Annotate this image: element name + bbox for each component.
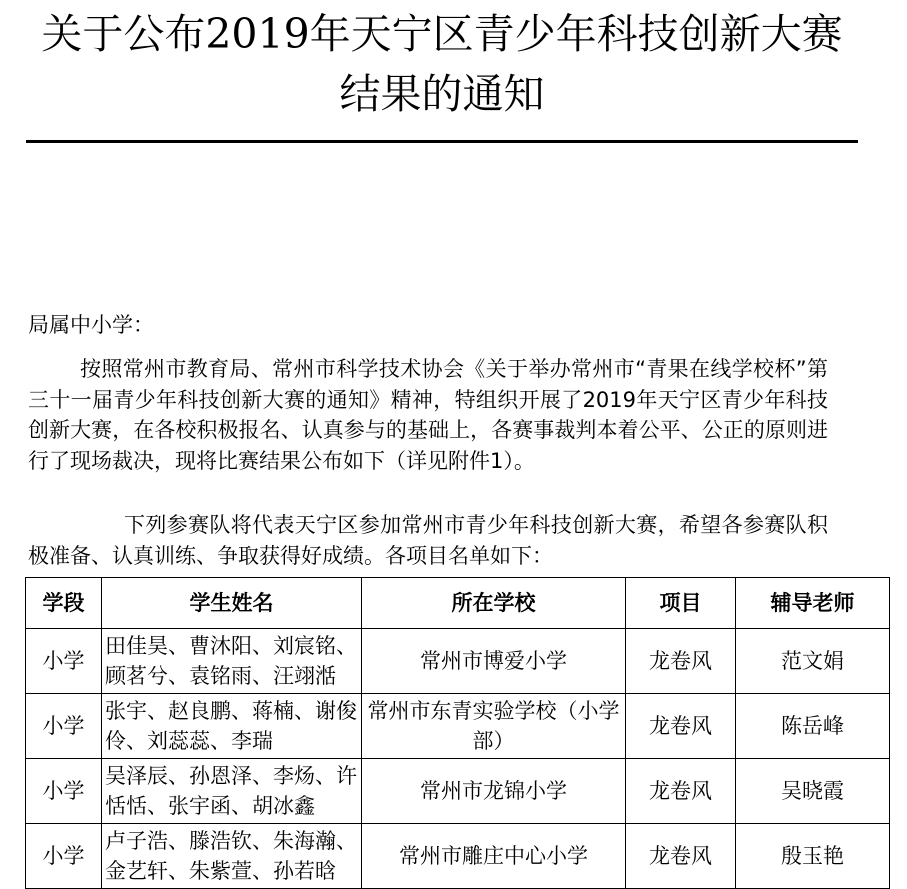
table-row (26, 824, 890, 889)
cell-students: 田佳昊、曹沐阳、刘宸铭、顾茗兮、袁铭雨、汪翊湉 (102, 629, 362, 694)
cell-teacher: 吴晓霞 (736, 759, 890, 824)
table-row (26, 694, 890, 759)
cell-teacher: 范文娟 (736, 629, 890, 694)
cell-project: 龙卷风 (626, 629, 736, 694)
table-header-row (26, 578, 890, 629)
cell-school: 常州市雕庄中心小学 (362, 824, 626, 889)
title-divider (26, 140, 858, 143)
results-table (25, 577, 890, 889)
cell-students: 张宇、赵良鹏、蒋楠、谢俊伶、刘蕊蕊、李瑞 (102, 694, 362, 759)
cell-level: 小学 (26, 694, 102, 759)
document-title: 关于公布2019年天宁区青少年科技创新大赛结果的通知 (41, 10, 843, 118)
header-teacher: 辅导老师 (736, 578, 890, 629)
body-paragraph-1: 按照常州市教育局、常州市科学技术协会《关于举办常州市“青果在线学校杯”第三十一届青少年科技创新大赛的通知》精神，特组织开展了2019年天宁区青少年科技创新大赛，在各校积极报名、认真参与的基础上，各赛事裁判本着公平、公正的原则进行了现场裁决，现将比赛结果公布如下（详见附件1）。 (28, 357, 828, 473)
cell-teacher: 陈岳峰 (736, 694, 890, 759)
cell-level: 小学 (26, 824, 102, 889)
table-row (26, 629, 890, 694)
header-students: 学生姓名 (102, 578, 362, 629)
cell-project: 龙卷风 (626, 824, 736, 889)
cell-level: 小学 (26, 759, 102, 824)
cell-school: 常州市博爱小学 (362, 629, 626, 694)
body-paragraph-2: 下列参赛队将代表天宁区参加常州市青少年科技创新大赛，希望各参赛队积极准备、认真训练、争取获得好成绩。各项目名单如下： (28, 513, 828, 568)
header-level: 学段 (26, 578, 102, 629)
table-row (26, 759, 890, 824)
cell-teacher: 殷玉艳 (736, 824, 890, 889)
cell-level: 小学 (26, 629, 102, 694)
cell-students: 吴泽辰、孙恩泽、李炀、许恬恬、张宇函、胡冰鑫 (102, 759, 362, 824)
header-project: 项目 (626, 578, 736, 629)
cell-project: 龙卷风 (626, 694, 736, 759)
header-school: 所在学校 (362, 578, 626, 629)
salutation: 局属中小学： (28, 313, 154, 337)
cell-project: 龙卷风 (626, 759, 736, 824)
cell-school: 常州市龙锦小学 (362, 759, 626, 824)
cell-students: 卢子浩、滕浩钦、朱海瀚、金艺轩、朱紫萱、孙若晗 (102, 824, 362, 889)
cell-school: 常州市东青实验学校（小学部） (362, 694, 626, 759)
